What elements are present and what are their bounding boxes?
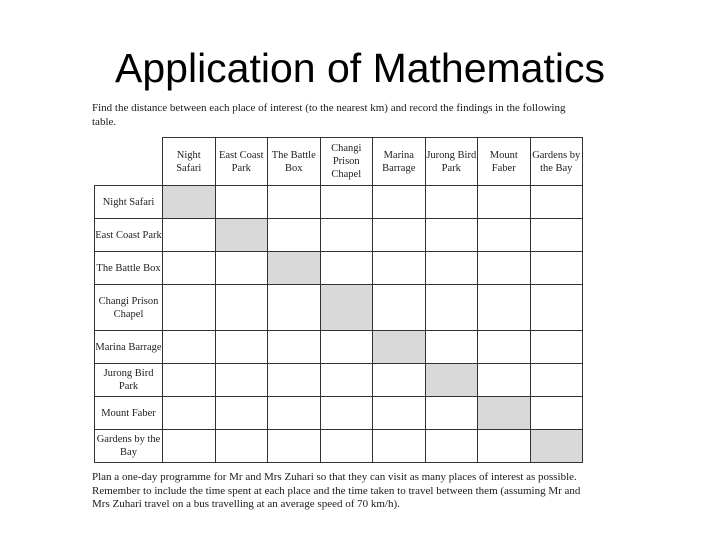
distance-cell[interactable] — [530, 252, 583, 285]
diagonal-cell — [163, 186, 216, 219]
row-header: Jurong Bird Park — [95, 364, 163, 397]
table-row — [95, 285, 583, 331]
table-row — [95, 397, 583, 430]
distance-cell[interactable] — [425, 285, 478, 331]
distance-cell[interactable] — [268, 364, 321, 397]
diagonal-cell — [530, 430, 583, 463]
column-header: Mount Faber — [478, 138, 531, 186]
plan-instruction-text: Plan a one-day programme for Mr and Mrs Zuhari so that they can visit as many places of interest as possible. Remember to include the time spent at each place and the time taken to travel between them (assuming Mr and Mrs Zuhari travel on a bus travelling at an average speed of 70 km/h). — [92, 471, 581, 510]
distance-cell[interactable] — [215, 331, 268, 364]
instruction-text: Find the distance between each place of interest (to the nearest km) and record the findings in the following table. — [92, 102, 566, 128]
column-header: East Coast Park — [215, 138, 268, 186]
distance-cell[interactable] — [530, 219, 583, 252]
distance-cell[interactable] — [215, 186, 268, 219]
table-row — [95, 430, 583, 463]
distance-cell[interactable] — [320, 364, 373, 397]
distance-cell[interactable] — [163, 364, 216, 397]
row-header: Mount Faber — [95, 397, 163, 430]
distance-cell[interactable] — [268, 430, 321, 463]
distance-cell[interactable] — [478, 252, 531, 285]
distance-cell[interactable] — [530, 331, 583, 364]
distance-cell[interactable] — [268, 219, 321, 252]
table-row — [95, 364, 583, 397]
column-header: Marina Barrage — [373, 138, 426, 186]
distance-cell[interactable] — [320, 397, 373, 430]
distance-cell[interactable] — [215, 252, 268, 285]
distance-cell[interactable] — [320, 186, 373, 219]
diagonal-cell — [215, 219, 268, 252]
distance-cell[interactable] — [530, 397, 583, 430]
diagonal-cell — [478, 397, 531, 430]
column-header: Night Safari — [163, 138, 216, 186]
distance-cell[interactable] — [163, 397, 216, 430]
diagonal-cell — [268, 252, 321, 285]
distance-cell[interactable] — [163, 219, 216, 252]
table-row — [95, 252, 583, 285]
distance-cell[interactable] — [320, 430, 373, 463]
row-header: The Battle Box — [95, 252, 163, 285]
row-header: Night Safari — [95, 186, 163, 219]
distance-cell[interactable] — [215, 430, 268, 463]
distance-cell[interactable] — [373, 219, 426, 252]
distance-cell[interactable] — [373, 397, 426, 430]
table-row — [95, 331, 583, 364]
row-header: Changi Prison Chapel — [95, 285, 163, 331]
table-row — [95, 186, 583, 219]
distance-cell[interactable] — [425, 397, 478, 430]
distance-cell[interactable] — [478, 219, 531, 252]
row-header: East Coast Park — [95, 219, 163, 252]
row-header: Marina Barrage — [95, 331, 163, 364]
column-header: Changi Prison Chapel — [320, 138, 373, 186]
worksheet — [92, 102, 592, 512]
table-row — [95, 219, 583, 252]
distance-cell[interactable] — [478, 285, 531, 331]
distance-cell[interactable] — [373, 285, 426, 331]
distance-cell[interactable] — [163, 331, 216, 364]
distance-cell[interactable] — [425, 252, 478, 285]
distance-cell[interactable] — [215, 285, 268, 331]
table-corner — [95, 138, 163, 186]
distance-cell[interactable] — [320, 331, 373, 364]
distance-cell[interactable] — [320, 252, 373, 285]
distance-cell[interactable] — [268, 397, 321, 430]
distance-cell[interactable] — [373, 252, 426, 285]
distance-cell[interactable] — [268, 331, 321, 364]
column-header: Jurong Bird Park — [425, 138, 478, 186]
diagonal-cell — [425, 364, 478, 397]
distance-cell[interactable] — [268, 186, 321, 219]
row-header: Gardens by the Bay — [95, 430, 163, 463]
distance-cell[interactable] — [163, 285, 216, 331]
distance-cell[interactable] — [215, 397, 268, 430]
distance-cell[interactable] — [373, 364, 426, 397]
distance-cell[interactable] — [320, 219, 373, 252]
distance-cell[interactable] — [373, 186, 426, 219]
distance-cell[interactable] — [478, 364, 531, 397]
distance-table — [94, 137, 583, 463]
distance-cell[interactable] — [530, 364, 583, 397]
slide-title: Application of Mathematics — [115, 45, 605, 91]
distance-cell[interactable] — [530, 186, 583, 219]
distance-cell[interactable] — [373, 430, 426, 463]
distance-cell[interactable] — [425, 430, 478, 463]
distance-cell[interactable] — [478, 186, 531, 219]
distance-cell[interactable] — [215, 364, 268, 397]
column-header: The Battle Box — [268, 138, 321, 186]
distance-cell[interactable] — [530, 285, 583, 331]
distance-cell[interactable] — [478, 331, 531, 364]
diagonal-cell — [320, 285, 373, 331]
distance-cell[interactable] — [163, 430, 216, 463]
distance-cell[interactable] — [478, 430, 531, 463]
distance-cell[interactable] — [425, 186, 478, 219]
diagonal-cell — [373, 331, 426, 364]
distance-cell[interactable] — [425, 219, 478, 252]
distance-cell[interactable] — [163, 252, 216, 285]
column-header: Gardens by the Bay — [530, 138, 583, 186]
distance-cell[interactable] — [425, 331, 478, 364]
distance-cell[interactable] — [268, 285, 321, 331]
